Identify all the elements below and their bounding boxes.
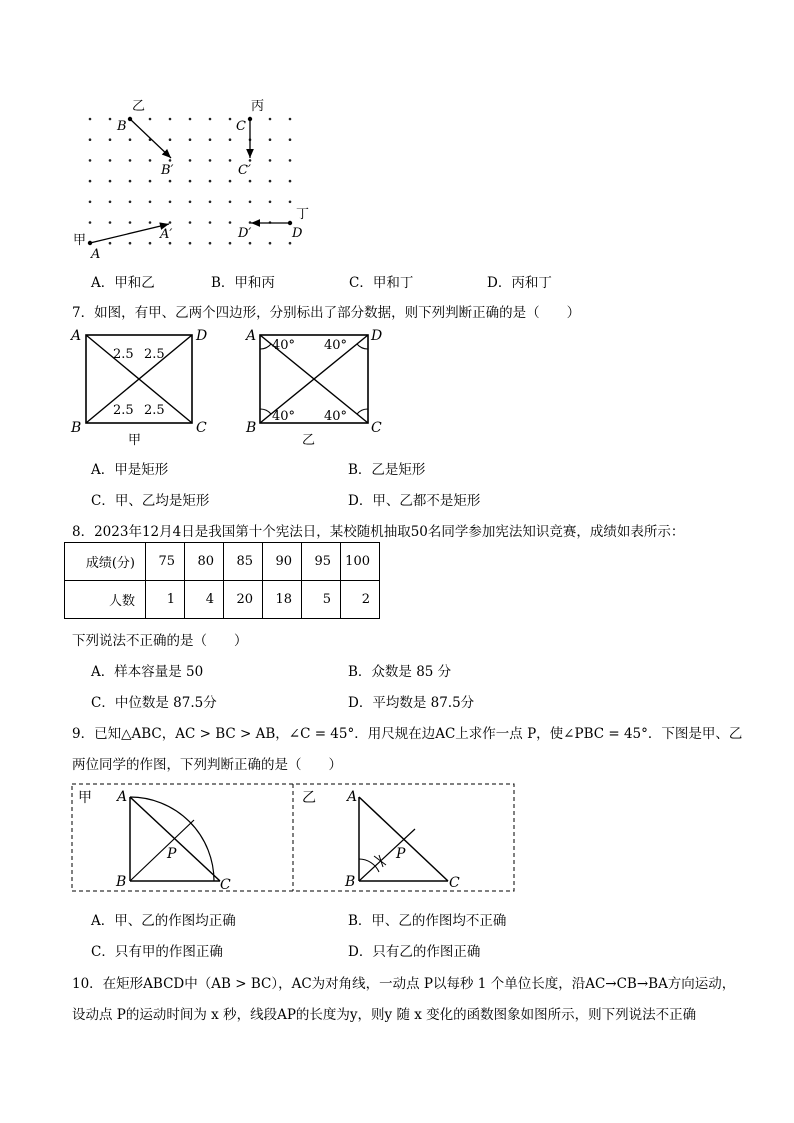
q6-option-d[interactable]: D．丙和丁 — [487, 275, 552, 291]
grid-dot — [169, 180, 172, 183]
label-p: P — [396, 846, 406, 862]
grid-dot — [229, 118, 232, 121]
label-c: C — [196, 420, 207, 436]
q9-figure-yi — [302, 789, 460, 891]
table-cell: 1 — [146, 581, 185, 619]
grid-dot — [129, 221, 132, 224]
grid-dot — [269, 201, 272, 204]
q9-option-c[interactable]: C．只有甲的作图正确 — [91, 944, 223, 960]
grid-dot — [189, 118, 192, 121]
label-dp: D′ — [238, 226, 252, 241]
grid-dot — [289, 118, 292, 121]
label-b: B — [117, 119, 127, 134]
angle-b: 40° — [272, 409, 296, 424]
label-b: B — [246, 420, 257, 436]
table-cell: 4 — [185, 581, 224, 619]
grid-dot — [289, 159, 292, 162]
table-cell: 2 — [341, 581, 380, 619]
grid-dot — [289, 201, 292, 204]
label-a: A — [71, 328, 82, 344]
table-cell: 5 — [302, 581, 341, 619]
angle-d: 40° — [324, 338, 348, 353]
table-cell: 18 — [263, 581, 302, 619]
grid-dot — [109, 118, 112, 121]
label-bp: B′ — [161, 163, 174, 178]
label-a: A — [246, 328, 257, 344]
grid-dot — [249, 159, 252, 162]
caption-yi: 乙 — [302, 433, 316, 448]
label-bing: 丙 — [251, 99, 265, 114]
score-table — [64, 542, 380, 619]
grid-dot — [229, 159, 232, 162]
label-d: D — [292, 226, 303, 241]
grid-dot — [209, 221, 212, 224]
grid-dot — [89, 138, 92, 141]
grid-dot — [189, 159, 192, 162]
q9-option-a[interactable]: A．甲、乙的作图均正确 — [91, 913, 236, 929]
q6-option-a[interactable]: A．甲和乙 — [91, 275, 155, 291]
label-yi: 乙 — [132, 99, 146, 114]
grid-dot — [229, 180, 232, 183]
table-cell: 75 — [146, 543, 185, 581]
q7-option-b[interactable]: B．乙是矩形 — [348, 462, 426, 478]
grid-dot — [209, 201, 212, 204]
grid-dot — [109, 159, 112, 162]
grid-dot — [149, 201, 152, 204]
grid-dot — [169, 242, 172, 245]
grid-dot — [209, 242, 212, 245]
q8-sub-stem: 下列说法不正确的是（ ） — [72, 633, 248, 649]
label-c: C — [220, 877, 231, 893]
label-b: B — [345, 874, 356, 890]
grid-dot — [249, 221, 252, 224]
grid-dot — [289, 180, 292, 183]
q9-figure-jia — [78, 789, 231, 893]
grid-dot — [269, 159, 272, 162]
grid-dot — [229, 201, 232, 204]
grid-dot — [229, 221, 232, 224]
tag-jia: 甲 — [78, 790, 92, 806]
q9-stem-line2: 两位同学的作图，下列判断正确的是（ ） — [72, 757, 342, 773]
caption-jia: 甲 — [128, 433, 142, 448]
grid-dot — [249, 242, 252, 245]
label-a: A — [91, 247, 101, 262]
grid-dot — [129, 242, 132, 245]
label-c: C — [371, 420, 382, 436]
table-row — [65, 543, 380, 581]
grid-dot — [209, 180, 212, 183]
grid-dot — [189, 138, 192, 141]
grid-dot — [109, 201, 112, 204]
grid-dot — [189, 242, 192, 245]
angle-c: 40° — [324, 409, 348, 424]
value-oc: 2.5 — [144, 403, 165, 418]
q7-stem: 7．如图，有甲、乙两个四边形，分别标出了部分数据，则下列判断正确的是（ ） — [72, 305, 581, 321]
tag-yi: 乙 — [302, 790, 316, 806]
grid-dot — [229, 242, 232, 245]
grid-dot — [149, 159, 152, 162]
q9-option-b[interactable]: B．甲、乙的作图均不正确 — [348, 913, 507, 929]
q8-option-b[interactable]: B．众数是 85 分 — [348, 664, 452, 680]
grid-dot — [109, 180, 112, 183]
grid-dot — [89, 118, 92, 121]
label-a: A — [117, 789, 128, 805]
grid-dot — [109, 221, 112, 224]
grid-dot — [129, 201, 132, 204]
q10-stem-line1: 10．在矩形ABCD中（AB > BC），AC为对角线，一动点 P以每秒 1 个单位长度，沿AC→CB→BA方向运动， — [72, 976, 736, 992]
label-d: D — [196, 328, 208, 344]
grid-dot — [89, 159, 92, 162]
grid-dot — [149, 118, 152, 121]
label-c: C — [236, 119, 246, 134]
q6-option-c[interactable]: C．甲和丁 — [349, 275, 414, 291]
table-cell: 20 — [224, 581, 263, 619]
grid-dot — [109, 138, 112, 141]
grid-dot — [89, 221, 92, 224]
grid-dot — [89, 201, 92, 204]
label-ap: A′ — [160, 227, 173, 242]
grid-dot — [129, 159, 132, 162]
q8-option-d[interactable]: D．平均数是 87.5分 — [348, 695, 475, 711]
value-od: 2.5 — [144, 347, 165, 362]
grid-dot — [189, 180, 192, 183]
q9-option-d[interactable]: D．只有乙的作图正确 — [348, 944, 481, 960]
table-cell: 90 — [263, 543, 302, 581]
label-d: D — [371, 328, 383, 344]
q7-option-c[interactable]: C．甲、乙均是矩形 — [91, 493, 210, 509]
grid-dot — [269, 138, 272, 141]
q6-dot-grid-figure — [60, 92, 320, 262]
table-cell: 95 — [302, 543, 341, 581]
grid-dot — [129, 138, 132, 141]
grid-dot — [169, 159, 172, 162]
grid-dot — [229, 138, 232, 141]
grid-dot — [249, 180, 252, 183]
label-jia: 甲 — [73, 233, 87, 248]
grid-dot — [129, 180, 132, 183]
grid-dot — [89, 180, 92, 183]
grid-dot — [269, 118, 272, 121]
table-cell: 85 — [224, 543, 263, 581]
table-cell: 成绩(分) — [65, 543, 146, 581]
label-a: A — [347, 789, 358, 805]
grid-dot — [289, 138, 292, 141]
q6-option-b[interactable]: B．甲和丙 — [211, 275, 275, 291]
label-c: C — [449, 875, 460, 891]
grid-dot — [109, 242, 112, 245]
grid-dot — [169, 118, 172, 121]
grid-dot — [169, 221, 172, 224]
grid-dot — [209, 138, 212, 141]
grid-dot — [209, 159, 212, 162]
grid-dot — [149, 242, 152, 245]
grid-dot — [249, 201, 252, 204]
grid-dot — [169, 138, 172, 141]
grid-dot — [169, 201, 172, 204]
label-b: B — [116, 874, 127, 890]
grid-dot — [189, 201, 192, 204]
q7-figure-yi — [242, 322, 392, 450]
table-cell: 人数 — [65, 581, 146, 619]
q8-stem: 8．2023年12月4日是我国第十个宪法日，某校随机抽取50名同学参加宪法知识竞赛，成绩如表所示： — [72, 524, 685, 540]
grid-dot — [269, 180, 272, 183]
grid-dot — [189, 221, 192, 224]
label-b: B — [71, 420, 82, 436]
grid-dot — [149, 221, 152, 224]
value-ob: 2.5 — [113, 403, 134, 418]
vector-a — [90, 224, 169, 243]
angle-a: 40° — [272, 338, 296, 353]
grid-dots — [89, 118, 292, 245]
q10-stem-line2: 设动点 P的运动时间为 x 秒，线段AP的长度为y，则y 随 x 变化的函数图象如图所示，则下列说法不正确 — [72, 1007, 697, 1023]
table-cell: 80 — [185, 543, 224, 581]
grid-dot — [269, 242, 272, 245]
label-cp: C′ — [238, 163, 251, 178]
q9-stem-line1: 9．已知△ABC，AC > BC > AB，∠C = 45°．用尺规在边AC上求作一点 P，使∠PBC = 45°．下图是甲、乙 — [72, 726, 743, 742]
label-ding: 丁 — [296, 207, 310, 222]
table-row — [65, 581, 380, 619]
q7-figure-jia — [64, 322, 224, 450]
q7-option-d[interactable]: D．甲、乙都不是矩形 — [348, 493, 481, 509]
q7-option-a[interactable]: A．甲是矩形 — [91, 462, 169, 478]
table-cell: 100 — [341, 543, 380, 581]
value-oa: 2.5 — [113, 347, 134, 362]
q8-option-a[interactable]: A．样本容量是 50 — [91, 664, 204, 680]
q9-figure-box — [70, 782, 518, 894]
grid-dot — [289, 242, 292, 245]
q8-option-c[interactable]: C．中位数是 87.5分 — [91, 695, 217, 711]
grid-dot — [149, 180, 152, 183]
label-p: P — [167, 846, 177, 862]
vector-b — [130, 119, 171, 158]
grid-dot — [209, 118, 212, 121]
